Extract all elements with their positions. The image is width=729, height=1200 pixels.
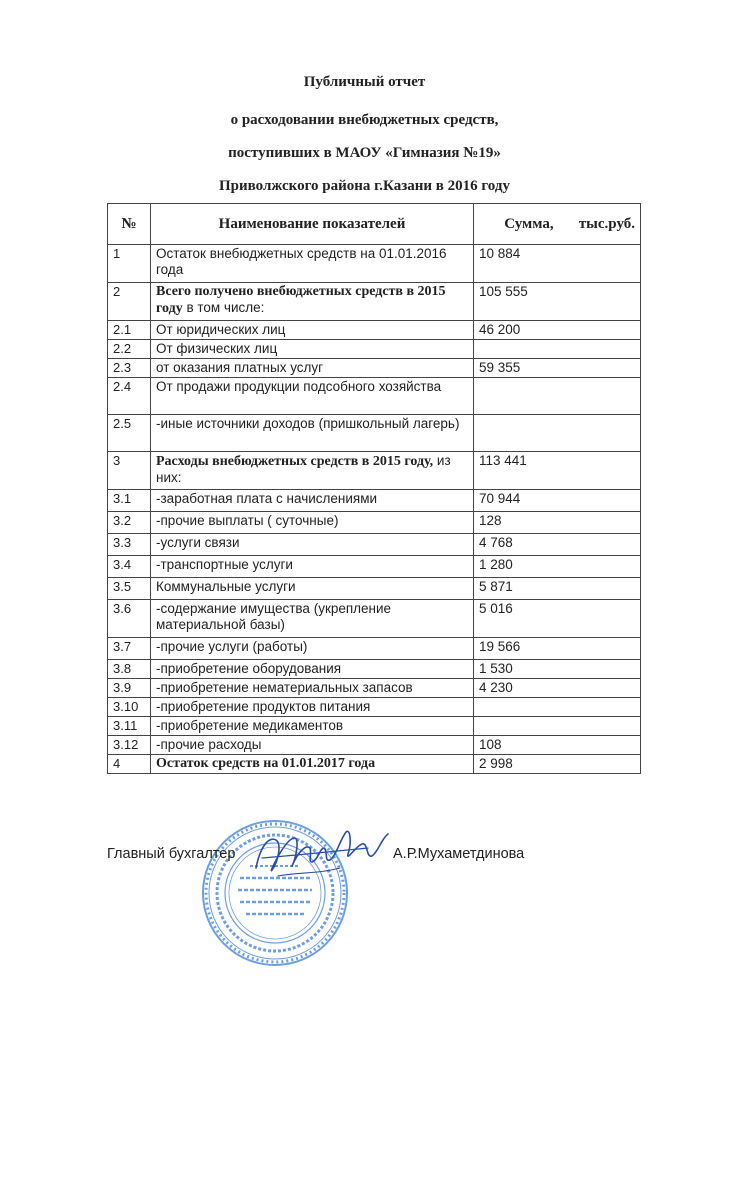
row-sum: 59 355	[474, 359, 641, 378]
report-subtitle-line-3: Приволжского района г.Казани в 2016 году	[219, 178, 510, 194]
table-row	[108, 638, 641, 660]
row-number: 4	[108, 755, 151, 774]
row-name: От юридических лиц	[151, 321, 474, 340]
row-name: -приобретение медикаментов	[151, 717, 474, 736]
col-header-sum-unit: тыс.руб.	[578, 216, 635, 232]
row-number: 3.7	[108, 638, 151, 660]
row-name-rest: в том числе:	[182, 300, 265, 315]
row-name: -транспортные услуги	[151, 556, 474, 578]
row-number: 2	[108, 283, 151, 321]
row-name: -содержание имущества (укрепление материальной базы)	[151, 600, 474, 638]
report-subtitle-line-1: о расходовании внебюджетных средств,	[230, 112, 499, 128]
table-row	[108, 736, 641, 755]
table-row	[108, 698, 641, 717]
row-sum	[474, 717, 641, 736]
row-sum: 46 200	[474, 321, 641, 340]
table-row	[108, 321, 641, 340]
row-sum	[474, 340, 641, 359]
table-row	[108, 534, 641, 556]
table-row	[108, 660, 641, 679]
table-row	[108, 556, 641, 578]
row-name: -иные источники доходов (пришкольный лагерь)	[151, 415, 474, 452]
table-row	[108, 755, 641, 774]
row-name: -приобретение продуктов питания	[151, 698, 474, 717]
col-header-sum	[474, 204, 641, 245]
row-sum: 113 441	[474, 452, 641, 490]
row-number: 2.5	[108, 415, 151, 452]
table-header-row	[108, 204, 641, 245]
row-name: От физических лиц	[151, 340, 474, 359]
row-number: 3.1	[108, 490, 151, 512]
row-sum	[474, 415, 641, 452]
table-row	[108, 717, 641, 736]
col-header-number: №	[108, 204, 151, 245]
row-name: -прочие услуги (работы)	[151, 638, 474, 660]
row-sum: 1 280	[474, 556, 641, 578]
row-number: 3.4	[108, 556, 151, 578]
row-name: -заработная плата с начислениями	[151, 490, 474, 512]
report-table	[107, 203, 641, 774]
row-name: Остаток средств на 01.01.2017 года	[151, 755, 474, 774]
row-sum: 5 016	[474, 600, 641, 638]
row-sum: 70 944	[474, 490, 641, 512]
row-number: 1	[108, 245, 151, 283]
row-sum: 2 998	[474, 755, 641, 774]
chief-accountant-label: Главный бухгалтер	[107, 846, 236, 862]
row-number: 2.4	[108, 378, 151, 415]
row-name: Коммунальные услуги	[151, 578, 474, 600]
row-name: от оказания платных услуг	[151, 359, 474, 378]
row-number: 3.8	[108, 660, 151, 679]
row-number: 2.3	[108, 359, 151, 378]
handwritten-signature	[248, 818, 393, 888]
row-name-rest: из них:	[156, 453, 451, 485]
row-number: 3.3	[108, 534, 151, 556]
report-subtitle-line-2: поступивших в МАОУ «Гимназия №19»	[228, 145, 501, 161]
col-header-sum-label: Сумма,	[504, 216, 554, 232]
row-name: -услуги связи	[151, 534, 474, 556]
table-row	[108, 578, 641, 600]
row-number: 3.9	[108, 679, 151, 698]
row-name: -приобретение оборудования	[151, 660, 474, 679]
row-sum: 105 555	[474, 283, 641, 321]
row-sum: 128	[474, 512, 641, 534]
row-name	[151, 283, 474, 321]
row-number: 2.2	[108, 340, 151, 359]
row-number: 3.11	[108, 717, 151, 736]
table-row	[108, 283, 641, 321]
row-number: 3.2	[108, 512, 151, 534]
row-sum: 1 530	[474, 660, 641, 679]
row-number: 2.1	[108, 321, 151, 340]
row-sum: 19 566	[474, 638, 641, 660]
table-row	[108, 600, 641, 638]
row-name: От продажи продукции подсобного хозяйства	[151, 378, 474, 415]
row-number: 3.10	[108, 698, 151, 717]
row-sum: 4 768	[474, 534, 641, 556]
table-row	[108, 378, 641, 415]
table-row	[108, 340, 641, 359]
table-row	[108, 679, 641, 698]
table-row	[108, 490, 641, 512]
row-sum: 10 884	[474, 245, 641, 283]
row-name	[151, 452, 474, 490]
row-number: 3.6	[108, 600, 151, 638]
row-number: 3.5	[108, 578, 151, 600]
table-row	[108, 415, 641, 452]
row-number: 3.12	[108, 736, 151, 755]
table-row	[108, 359, 641, 378]
row-sum	[474, 698, 641, 717]
row-sum	[474, 378, 641, 415]
row-name-bold: Расходы внебюджетных средств в 2015 году,	[156, 454, 434, 469]
row-sum: 4 230	[474, 679, 641, 698]
row-name-bold: Всего получено внебюджетных средств в 2015 году	[156, 284, 446, 316]
row-name: Остаток внебюджетных средств на 01.01.2016 года	[151, 245, 474, 283]
table-row	[108, 512, 641, 534]
row-sum: 108	[474, 736, 641, 755]
chief-accountant-name: А.Р.Мухаметдинова	[393, 846, 525, 862]
row-number: 3	[108, 452, 151, 490]
row-sum: 5 871	[474, 578, 641, 600]
report-title: Публичный отчет	[303, 74, 426, 90]
row-name: -прочие выплаты ( суточные)	[151, 512, 474, 534]
table-row	[108, 245, 641, 283]
table-row	[108, 452, 641, 490]
row-name: -прочие расходы	[151, 736, 474, 755]
col-header-name: Наименование показателей	[151, 204, 474, 245]
row-name: -приобретение нематериальных запасов	[151, 679, 474, 698]
